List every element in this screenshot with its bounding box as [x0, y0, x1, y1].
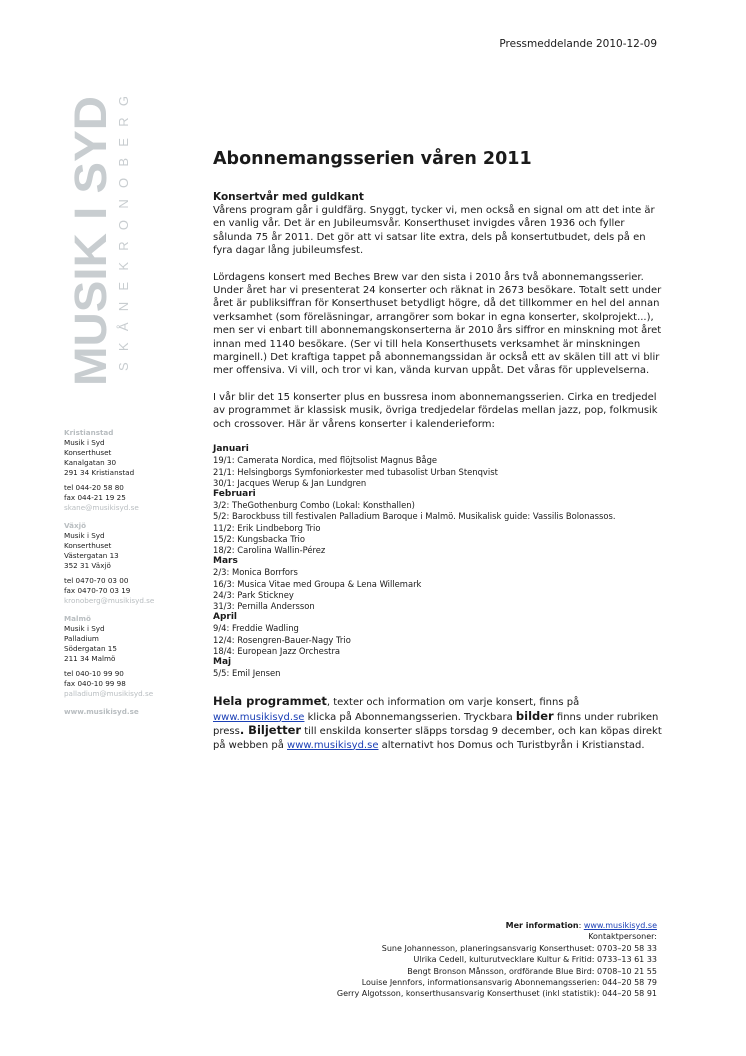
closing-bold-program: Hela programmet — [213, 694, 327, 709]
musik-i-syd-logo — [62, 96, 132, 386]
calendar-event: 9/4: Freddie Wadling — [213, 623, 299, 634]
office-city: Kristianstad — [64, 428, 114, 437]
calendar-event: 11/2: Erik Lindbeborg Trio — [213, 522, 321, 533]
contacts-label: Kontaktpersoner: — [588, 932, 657, 942]
office-address-line: Södergatan 15 — [64, 644, 117, 653]
contact-person: Gerry Algotsson, konserthusansvarig Konserthuset (inkl statistik): 044–20 58 91 — [336, 989, 657, 999]
calendar-month: Mars — [213, 556, 238, 567]
office-email[interactable]: palladium@musikisyd.se — [64, 689, 154, 698]
office-address-line: 291 34 Kristianstad — [64, 468, 135, 477]
closing-text-5: alternativt hos Domus och Turistbyrån i Kristianstad. — [378, 739, 645, 751]
calendar-event: 21/1: Helsingborgs Symfoniorkester med tubasolist Urban Stenqvist — [213, 466, 498, 477]
office-email[interactable]: skane@musikisyd.se — [64, 503, 139, 512]
office-address-line: 352 31 Växjö — [64, 561, 111, 570]
logo-main-text: MUSIK I SYD — [65, 110, 116, 386]
calendar-event: 3/2: TheGothenburg Combo (Lokal: Konsthallen) — [213, 500, 415, 511]
paragraph-stats: Lördagens konsert med Beches Brew var den sista i 2010 års två abonnemangsserier. Under året har vi presenterat 24 konserter och räknat in 2673 besökare. Totalt sett under året är publiksiffran för Konserthuset betydligt högre, då det tillkommer en hel del annan verksamhet (som föreläsningar, arrangörer som bokar in egna konserter, skolprojekt...), men ser vi enbart till abonnemangskonserterna är 2010 års siffror en minskning mot året innan med 1140 besökare. (Ser vi till hela Konserthusets verksamhet är minskningen marginell.) Det kraftiga tappet på abonnemangssidan är också ett av skälen till att vi blir mer offensiva. Vi vill, och tror vi kan, vända kurvan uppåt. Det våras för upplevelserna. — [213, 271, 662, 377]
footer-website-link[interactable]: www.musikisyd.se — [583, 921, 657, 930]
more-info-line — [260, 920, 657, 931]
calendar-month: Januari — [213, 444, 249, 455]
contact-person: Ulrika Cedell, kulturutvecklare Kultur & Fritid: 0733–13 61 33 — [413, 955, 657, 965]
calendar-event: 2/3: Monica Borrfors — [213, 567, 298, 578]
calendar-event: 18/2: Carolina Wallin-Pérez — [213, 544, 326, 555]
closing-text-3: finns under rubriken press — [213, 711, 659, 738]
office-email[interactable]: kronoberg@musikisyd.se — [64, 596, 155, 605]
press-release-date: Pressmeddelande 2010-12-09 — [499, 38, 657, 50]
office-address-line: Kanalgatan 30 — [64, 458, 117, 467]
more-info-separator: : — [578, 921, 584, 930]
calendar-event: 30/1: Jacques Werup & Jan Lundgren — [213, 477, 367, 488]
more-info-label: Mer information — [505, 921, 579, 930]
calendar-event: 18/4: European Jazz Orchestra — [213, 645, 341, 656]
calendar-month: Februari — [213, 488, 256, 499]
office-address-line: Konserthuset — [64, 541, 112, 550]
office-address-line: Konserthuset — [64, 448, 112, 457]
office-block — [64, 428, 194, 513]
calendar-event: 16/3: Musica Vitae med Groupa & Lena Willemark — [213, 578, 422, 589]
office-phone: tel 044-20 58 80 — [64, 483, 124, 492]
website-link-1[interactable]: www.musikisyd.se — [213, 711, 305, 723]
office-address-line: 211 34 Malmö — [64, 654, 116, 663]
office-address-line: Musik i Syd — [64, 624, 105, 633]
calendar-month: April — [213, 612, 238, 623]
calendar-event: 24/3: Park Stickney — [213, 589, 294, 600]
office-address-line: Västergatan 13 — [64, 551, 119, 560]
calendar-event: 15/2: Kungsbacka Trio — [213, 533, 305, 544]
concert-calendar — [213, 444, 663, 679]
contacts-list — [260, 943, 657, 1000]
office-phone: tel 0470-70 03 00 — [64, 576, 129, 585]
closing-text-4: till enskilda konserter släpps torsdag 9 december, och kan köpas direkt på webben på — [213, 726, 662, 751]
office-address-line: Palladium — [64, 634, 99, 643]
calendar-event: 12/4: Rosengren-Bauer-Nagy Trio — [213, 634, 351, 645]
paragraph-intro: Vårens program går i guldfärg. Snyggt, tycker vi, men också en signal om att det inte är en vanlig vår. Det är en Jubileumsvår. Konserthuset invigdes våren 1936 och fyller sålunda 75 år 2011. Det gör att vi satsar lite extra, dels på konsertutbudet, dels på en fyra dagar lång jubileumsfest. — [213, 205, 655, 257]
office-city: Växjö — [64, 521, 87, 530]
main-content — [213, 148, 663, 752]
office-block — [64, 614, 194, 699]
calendar-event: 5/2: Barockbuss till festivalen Palladium Baroque i Malmö. Musikalisk guide: Vassilis Bolonassos. — [213, 511, 616, 522]
closing-text-1: , texter och information om varje konsert, finns på — [326, 697, 580, 709]
contact-person: Louise Jennfors, informationsansvarig Abonnemangsserien: 044–20 58 79 — [361, 978, 657, 988]
contact-person: Sune Johannesson, planeringsansvarig Konserthuset: 0703–20 58 33 — [381, 943, 657, 953]
closing-bold-images: bilder — [515, 708, 554, 723]
closing-paragraph — [213, 695, 663, 752]
office-city: Malmö — [64, 614, 91, 623]
office-address-line: Musik i Syd — [64, 531, 105, 540]
sidebar-website-link[interactable]: www.musikisyd.se — [64, 707, 139, 716]
page-title: Abonnemangsserien våren 2011 — [213, 149, 532, 169]
office-fax: fax 040-10 99 98 — [64, 679, 126, 688]
website-link-2[interactable]: www.musikisyd.se — [287, 739, 379, 751]
closing-text-2: klicka på Abonnemangsserien. Tryckbara — [304, 711, 516, 723]
closing-bold-tickets: . Biljetter — [239, 723, 302, 738]
contact-sidebar — [64, 428, 194, 717]
contact-footer — [260, 920, 657, 1000]
calendar-event: 5/5: Emil Jensen — [213, 668, 281, 679]
office-address-line: Musik i Syd — [64, 438, 105, 447]
office-fax: fax 0470-70 03 19 — [64, 586, 131, 595]
office-block — [64, 521, 194, 606]
office-fax: fax 044-21 19 25 — [64, 493, 126, 502]
logo-sub-text: SKÅNEKRONOBERG — [116, 96, 131, 371]
calendar-event: 31/3: Pernilla Andersson — [213, 600, 315, 611]
office-phone: tel 040-10 99 90 — [64, 669, 124, 678]
calendar-event: 19/1: Camerata Nordica, med flöjtsolist Magnus Båge — [213, 455, 438, 466]
contact-person: Bengt Bronson Månsson, ordförande Blue Bird: 0708–10 21 55 — [407, 966, 657, 976]
calendar-month: Maj — [213, 656, 232, 667]
section-heading: Konsertvår med guldkant — [213, 191, 364, 203]
paragraph-program: I vår blir det 15 konserter plus en bussresa inom abonnemangsserien. Cirka en tredjedel av programmet är klassisk musik, övriga tredjedelar fördelas mellan jazz, pop, folkmusik och crossover. Här är vårens konserter i kalenderieform: — [213, 391, 658, 430]
